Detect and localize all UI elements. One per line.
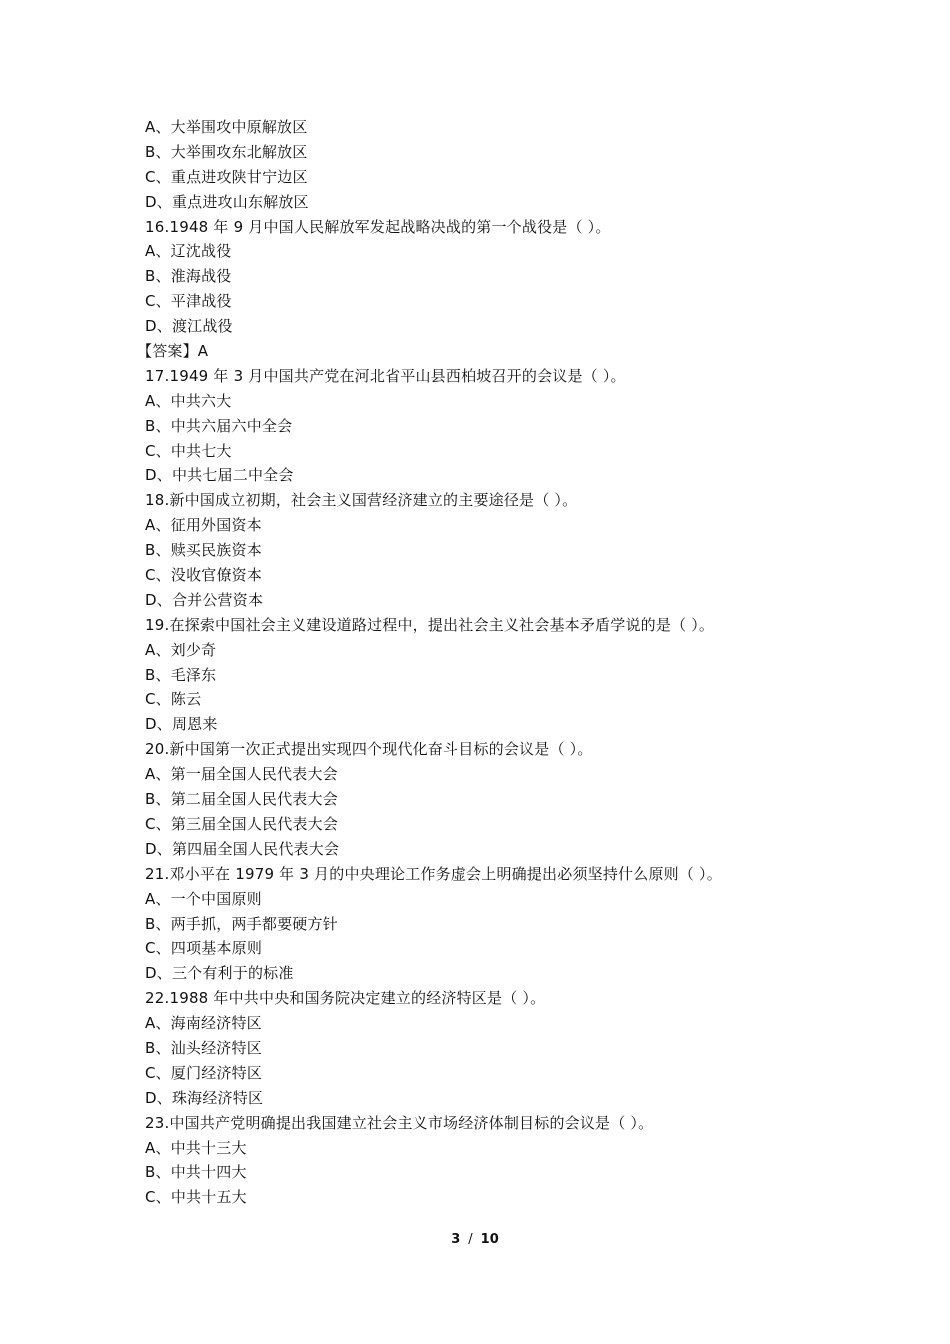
page-separator: /	[468, 1232, 473, 1247]
option-text: A、征用外国资本	[145, 516, 262, 535]
option-text: A、辽沈战役	[145, 242, 232, 261]
option-text: A、大举围攻中原解放区	[145, 118, 308, 136]
option-text: A、海南经济特区	[145, 1014, 262, 1033]
option-text: D、重点进攻山东解放区	[145, 192, 309, 211]
option-text: A、第一届全国人民代表大会	[145, 765, 338, 784]
option-text: B、中共六届六中全会	[145, 416, 293, 435]
option-text: D、中共七届二中全会	[145, 466, 294, 485]
option-text: A、中共六大	[145, 391, 232, 410]
option-text: D、第四届全国人民代表大会	[145, 839, 340, 858]
question-text: 23.中国共产党明确提出我国建立社会主义市场经济体制目标的会议是（ ）。	[145, 1113, 654, 1132]
option-text: C、中共十五大	[145, 1188, 247, 1207]
option-text: C、平津战役	[145, 292, 232, 311]
question-text: 21.邓小平在 1979 年 3 月的中央理论工作务虚会上明确提出必须坚持什么原则（ ）。	[145, 864, 722, 883]
page-content	[137, 115, 845, 1210]
option-text: C、没收官僚资本	[145, 566, 263, 585]
question-text: 22.1988 年中共中央和国务院决定建立的经济特区是（ ）。	[145, 989, 546, 1008]
answer-text: 【答案】A	[137, 342, 209, 361]
option-text: B、第二届全国人民代表大会	[145, 790, 338, 809]
option-text: A、刘少奇	[145, 640, 217, 659]
option-text: B、两手抓，两手都要硬方针	[145, 914, 338, 933]
option-text: B、赎买民族资本	[145, 541, 262, 560]
option-text: C、厦门经济特区	[145, 1063, 263, 1082]
question-text: 20.新中国第一次正式提出实现四个现代化奋斗目标的会议是（ ）。	[145, 740, 593, 759]
question-text: 16.1948 年 9 月中国人民解放军发起战略决战的第一个战役是（ ）。	[145, 217, 611, 236]
option-text: B、汕头经济特区	[145, 1038, 262, 1057]
option-text: B、毛泽东	[145, 665, 217, 684]
current-page-number: 3	[451, 1232, 461, 1247]
option-text: D、珠海经济特区	[145, 1088, 264, 1107]
option-text: C、四项基本原则	[145, 939, 263, 958]
option-text: B、大举围攻东北解放区	[145, 142, 308, 161]
question-text: 19.在探索中国社会主义建设道路过程中，提出社会主义社会基本矛盾学说的是（ ）。	[145, 615, 715, 634]
option-text: D、三个有利于的标准	[145, 964, 294, 983]
total-page-count: 10	[480, 1232, 499, 1247]
option-text: C、重点进攻陕甘宁边区	[145, 167, 308, 186]
question-text: 18.新中国成立初期，社会主义国营经济建立的主要途径是（ ）。	[145, 491, 578, 510]
option-text: D、合并公营资本	[145, 590, 264, 609]
option-text: C、第三届全国人民代表大会	[145, 814, 339, 833]
page-footer	[0, 1232, 950, 1247]
option-text: C、中共七大	[145, 441, 232, 460]
option-text: C、陈云	[145, 690, 202, 709]
option-text: A、中共十三大	[145, 1138, 247, 1157]
option-text: B、中共十四大	[145, 1163, 247, 1182]
option-text: D、周恩来	[145, 715, 218, 734]
option-text: D、渡江战役	[145, 317, 233, 336]
option-text: B、淮海战役	[145, 267, 232, 286]
option-text: A、一个中国原则	[145, 889, 262, 908]
question-text: 17.1949 年 3 月中国共产党在河北省平山县西柏坡召开的会议是（ ）。	[145, 366, 626, 385]
